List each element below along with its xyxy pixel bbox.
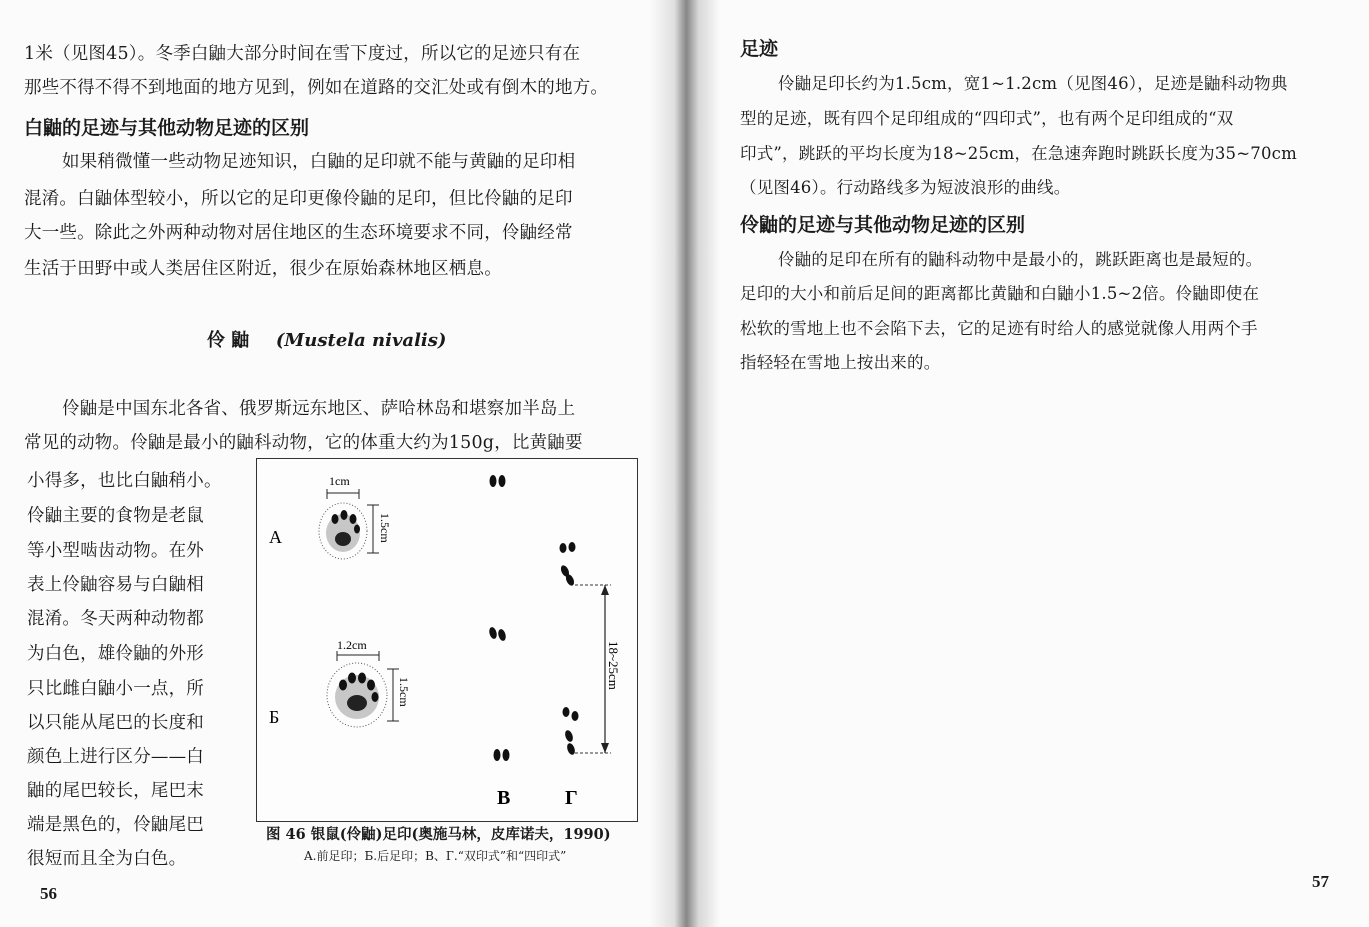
text-line: 混淆。冬天两种动物都 [27, 609, 204, 629]
figure-caption: 图 46 银鼠(伶鼬)足印(奥施马林，皮库诺夫，1990) [266, 826, 611, 843]
text-line: 松软的雪地上也不会陷下去，它的足迹有时给人的感觉就像人用两个手 [740, 319, 1258, 338]
text-line: 常见的动物。伶鼬是最小的鼬科动物，它的体重大约为150g，比黄鼬要 [24, 433, 583, 453]
text-line: 足印的大小和前后足间的距离都比黄鼬和白鼬小1.5~2倍。伶鼬即使在 [740, 284, 1260, 303]
hind-width-label: 1.2cm [337, 638, 367, 652]
label-g: Г [565, 787, 578, 809]
text-line: 那些不得不得不到地面的地方见到，例如在道路的交汇处或有倒木的地方。 [24, 78, 609, 98]
text-line: 如果稍微懂一些动物足迹知识，白鼬的足印就不能与黄鼬的足印相 [62, 152, 576, 172]
species-title [207, 326, 446, 352]
text-line: 端是黑色的，伶鼬尾巴 [27, 815, 204, 835]
text-line: 小得多，也比白鼬稍小。 [27, 471, 222, 491]
text-line: （见图46）。行动路线多为短波浪形的曲线。 [740, 178, 1071, 197]
jump-length-label: 18~25cm [606, 641, 621, 690]
front-width-label: 1cm [329, 474, 350, 488]
label-a: A [269, 527, 282, 547]
text-line: 印式”，跳跃的平均长度为18~25cm，在急速奔跑时跳跃长度为35~70cm [740, 144, 1297, 163]
figure-46 [256, 458, 638, 822]
text-line: 伶鼬是中国东北各省、俄罗斯远东地区、萨哈林岛和堪察加半岛上 [62, 399, 576, 419]
hind-length-label: 1.5cm [397, 677, 411, 707]
text-line: 型的足迹，既有四个足印组成的“四印式”，也有两个足印组成的“双 [740, 109, 1234, 128]
species-title-latin: (Mustela nivalis) [275, 330, 447, 351]
label-b: Б [269, 707, 280, 727]
text-line: 指轻轻在雪地上按出来的。 [740, 353, 941, 372]
section-heading: 伶鼬的足迹与其他动物足迹的区别 [740, 214, 1026, 236]
text-line: 以只能从尾巴的长度和 [27, 713, 204, 733]
label-v: B [497, 787, 511, 809]
front-length-label: 1.5cm [378, 513, 392, 543]
text-line: 很短而且全为白色。 [27, 849, 187, 869]
text-line: 1米（见图45）。冬季白鼬大部分时间在雪下度过，所以它的足迹只有在 [24, 44, 581, 64]
footprint-diagram [257, 459, 637, 821]
left-page [0, 0, 684, 927]
page-number: 56 [40, 884, 57, 903]
text-line: 等小型啮齿动物。在外 [27, 541, 204, 561]
species-title-cn: 伶 鼬 [207, 330, 250, 351]
section-heading: 白鼬的足迹与其他动物足迹的区别 [24, 117, 310, 139]
text-line: 混淆。白鼬体型较小，所以它的足印更像伶鼬的足印，但比伶鼬的足印 [24, 189, 573, 209]
text-line: 只比雌白鼬小一点，所 [27, 679, 204, 699]
text-line: 伶鼬足印长约为1.5cm，宽1~1.2cm（见图46），足迹是鼬科动物典 [778, 74, 1288, 93]
right-page [700, 0, 1369, 927]
text-line: 生活于田野中或人类居住区附近，很少在原始森林地区栖息。 [24, 259, 502, 279]
text-line: 大一些。除此之外两种动物对居住地区的生态环境要求不同，伶鼬经常 [24, 223, 573, 243]
text-line: 颜色上进行区分——白 [27, 747, 204, 767]
text-line: 表上伶鼬容易与白鼬相 [27, 575, 204, 595]
text-line: 鼬的尾巴较长，尾巴末 [27, 781, 204, 801]
figure-subcaption: A.前足印；Б.后足印；B、Г.“双印式”和“四印式” [304, 849, 567, 863]
text-line: 为白色，雄伶鼬的外形 [27, 644, 204, 664]
hind-footprint [327, 663, 387, 727]
text-line: 伶鼬的足印在所有的鼬科动物中是最小的，跳跃距离也是最短的。 [778, 250, 1263, 269]
double-print-track [488, 475, 509, 761]
section-heading: 足迹 [740, 38, 779, 60]
front-footprint [319, 503, 367, 559]
text-line: 伶鼬主要的食物是老鼠 [27, 506, 204, 526]
page-number: 57 [1312, 872, 1329, 891]
four-print-track [559, 542, 578, 756]
